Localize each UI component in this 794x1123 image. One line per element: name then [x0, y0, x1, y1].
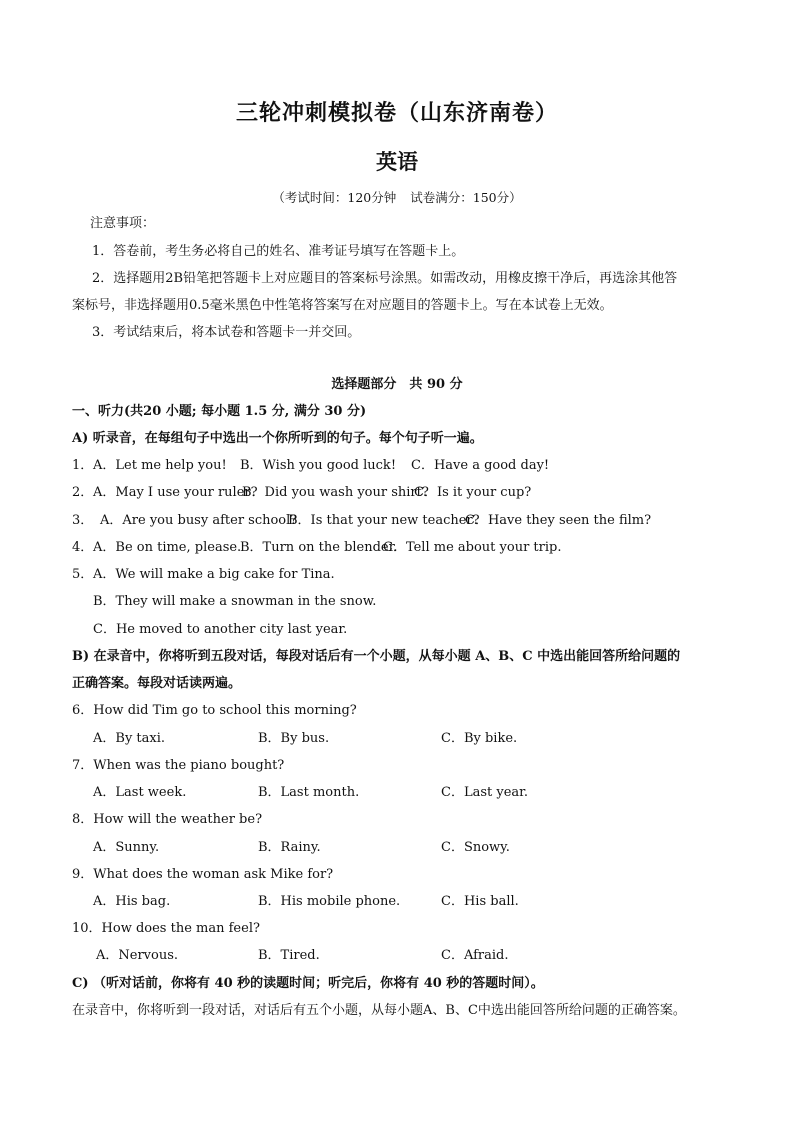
notes-heading: 注意事项： [90, 216, 156, 231]
q10-option-b: B．Tired. [258, 948, 320, 963]
q5-option-c: C．He moved to another city last year. [93, 622, 348, 637]
q8-stem: 8．How will the weather be? [72, 812, 263, 827]
full-score: 试卷满分：150分） [410, 190, 522, 205]
note-item-3: 3．考试结束后，将本试卷和答题卡一并交回。 [92, 325, 361, 340]
q4-number: 4． [72, 540, 94, 555]
q3-option-a: A．Are you busy after school? [100, 513, 298, 528]
q2-option-c: C．Is it your cup? [414, 485, 532, 500]
part-c-heading: C) （听对话前，你将有 40 秒的读题时间；听完后，你将有 40 秒的答题时间）。 [72, 976, 544, 991]
q9-option-a: A．His bag. [93, 894, 171, 909]
q5-option-a: A．We will make a big cake for Tina. [93, 567, 335, 582]
page-title: 三轮冲刺模拟卷（山东济南卷） [235, 100, 558, 126]
q10-option-a: A．Nervous. [96, 948, 179, 963]
part-a-heading: A) 听录音，在每组句子中选出一个你所听到的句子。每个句子听一遍。 [72, 431, 483, 446]
section-heading: 选择题部分 共 90 分 [331, 377, 463, 392]
note-item-2-line-2: 案标号，非选择题用0.5毫米黑色中性笔将答案写在对应题目的答题卡上。写在本试卷上无效。 [72, 298, 613, 313]
part-c-instruction: 在录音中，你将听到一段对话，对话后有五个小题，从每小题A、B、C中选出能回答所给问题的正确答案。 [72, 1003, 686, 1018]
q1-number: 1． [72, 458, 94, 473]
q9-option-b: B．His mobile phone. [258, 894, 401, 909]
q7-option-c: C．Last year. [441, 785, 529, 800]
note-item-2-line-1: 2．选择题用2B铅笔把答题卡上对应题目的答案标号涂黑。如需改动，用橡皮擦干净后，再选涂其他答 [92, 271, 678, 286]
q2-option-a: A．May I use your ruler? [93, 485, 258, 500]
q7-option-a: A．Last week. [93, 785, 187, 800]
q1-option-a: A．Let me help you! [93, 458, 227, 473]
q6-option-b: B．By bus. [258, 731, 330, 746]
part-b-heading-line-1: B) 在录音中，你将听到五段对话，每段对话后有一个小题，从每小题 A、B、C 中选出能回答所给问题的 [72, 649, 681, 664]
q6-stem: 6．How did Tim go to school this morning? [72, 703, 357, 718]
exam-time: （考试时间：120分钟 [272, 190, 397, 205]
q8-option-b: B．Rainy. [258, 840, 321, 855]
exam-info [0, 188, 794, 206]
part-b-heading-line-2: 正确答案。每段对话读两遍。 [72, 676, 242, 691]
q6-option-c: C．By bike. [441, 731, 518, 746]
q8-option-c: C．Snowy. [441, 840, 510, 855]
part-1-heading: 一、听力(共20 小题; 每小题 1.5 分, 满分 30 分) [72, 404, 367, 419]
q7-option-b: B．Last month. [258, 785, 360, 800]
q8-option-a: A．Sunny. [93, 840, 160, 855]
q1-option-b: B．Wish you good luck! [240, 458, 397, 473]
q5-option-b: B．They will make a snowman in the snow. [93, 594, 377, 609]
q10-stem: 10．How does the man feel? [72, 921, 260, 936]
q5-number: 5． [72, 567, 94, 582]
q10-option-c: C．Afraid. [441, 948, 509, 963]
q2-number: 2． [72, 485, 94, 500]
q3-option-c: C．Have they seen the film? [465, 513, 652, 528]
q4-option-b: B．Turn on the blender. [240, 540, 398, 555]
q4-option-c: C．Tell me about your trip. [383, 540, 562, 555]
q1-option-c: C．Have a good day! [411, 458, 550, 473]
note-item-1: 1．答卷前，考生务必将自己的姓名、准考证号填写在答题卡上。 [92, 244, 465, 259]
q3-number: 3． [72, 513, 94, 528]
q9-option-c: C．His ball. [441, 894, 519, 909]
q2-option-b: B．Did you wash your shirt? [242, 485, 429, 500]
q4-option-a: A．Be on time, please. [93, 540, 242, 555]
q3-option-b: B．Is that your new teacher? [288, 513, 480, 528]
q7-stem: 7．When was the piano bought? [72, 758, 285, 773]
q6-option-a: A．By taxi. [93, 731, 166, 746]
q9-stem: 9．What does the woman ask Mike for? [72, 867, 334, 882]
subject-title: 英语 [376, 149, 418, 174]
